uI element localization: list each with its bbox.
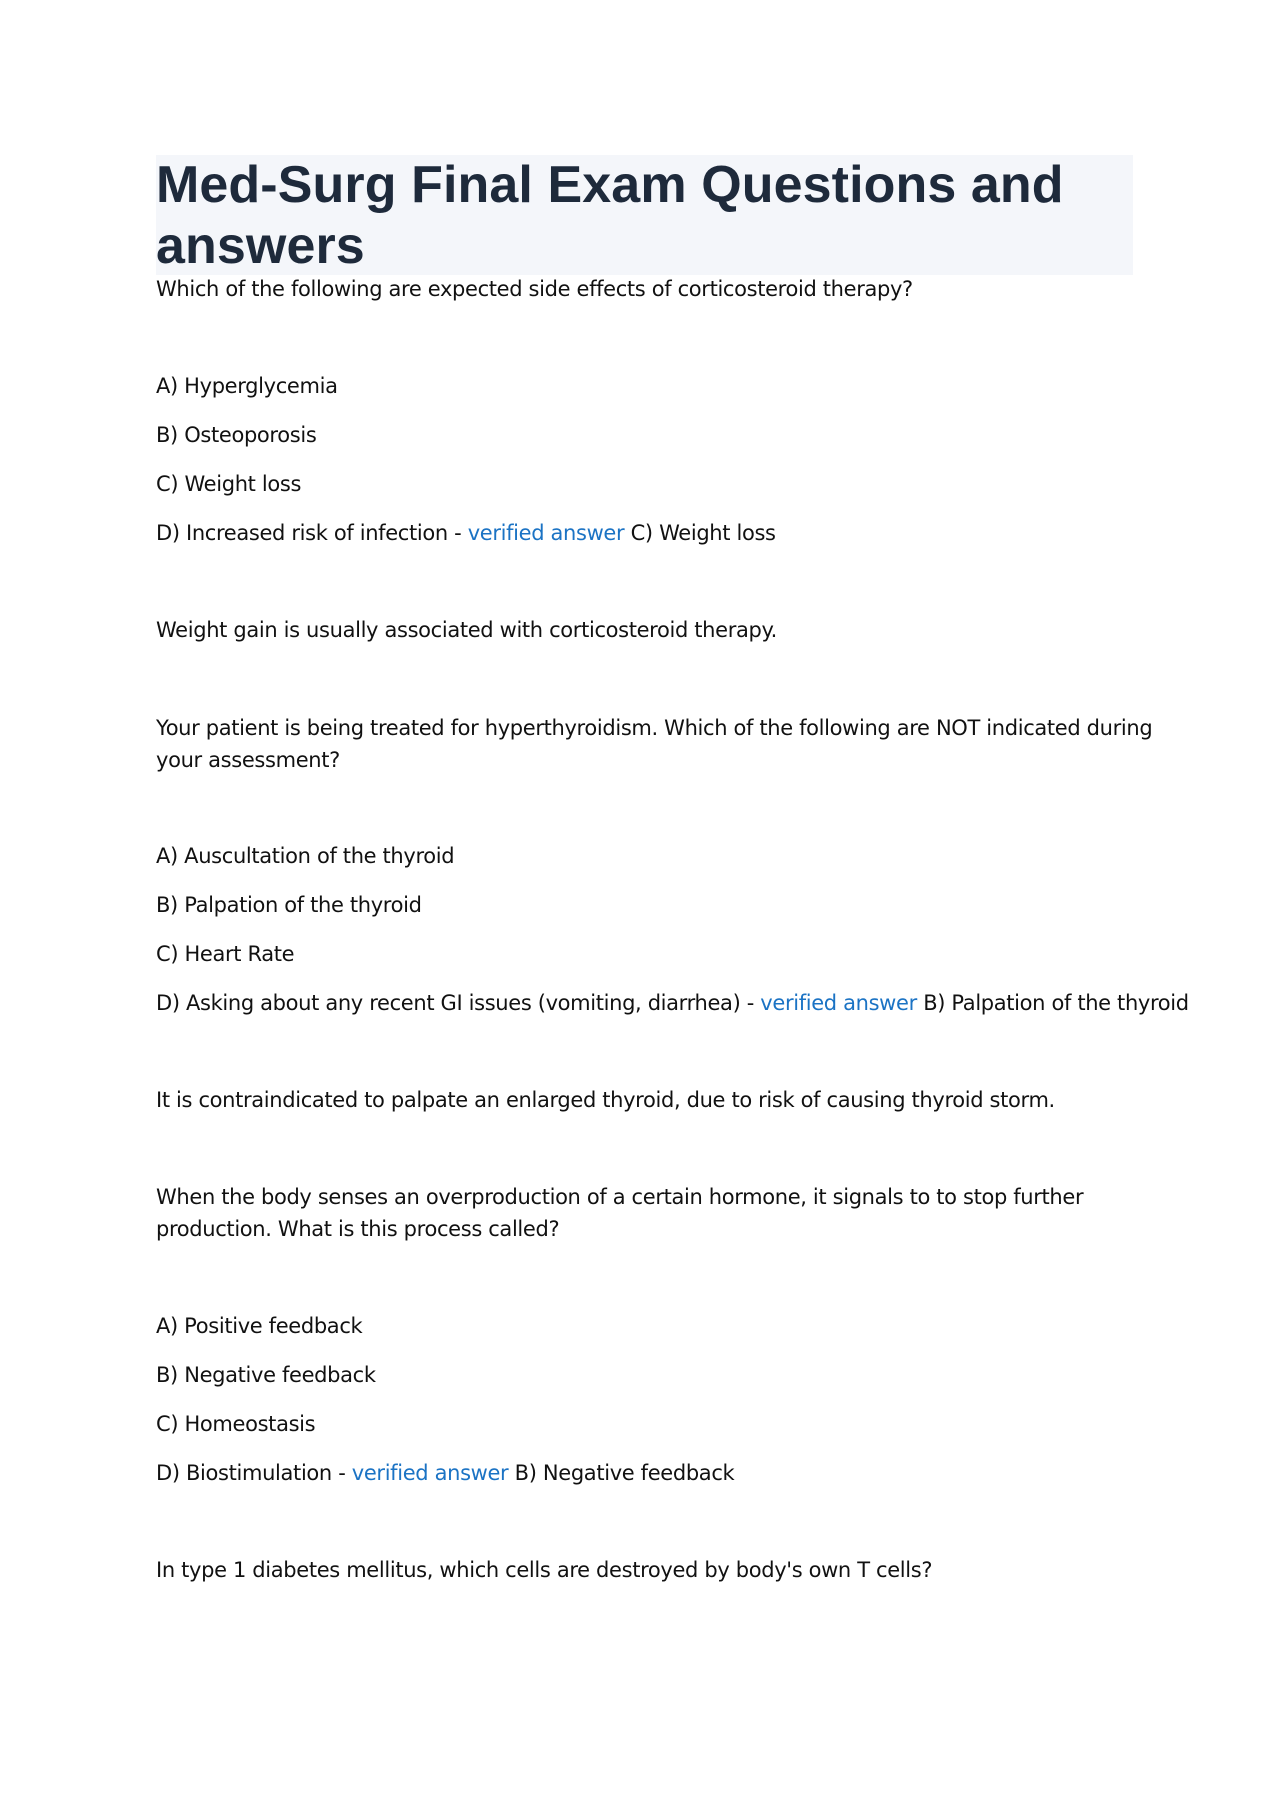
question-1-prompt: Which of the following are expected side effects of corticosteroid therapy?	[156, 277, 913, 301]
question-1-option-d-line	[156, 517, 1156, 549]
question-1-option-a: A) Hyperglycemia	[156, 374, 338, 398]
question-3-option-a: A) Positive feedback	[156, 1314, 363, 1338]
document-title: Med-Surg Final Exam Questions and answers	[156, 156, 1064, 275]
question-1-option-d: D) Increased risk of infection -	[156, 521, 462, 545]
question-2-answer: B) Palpation of the thyroid	[923, 991, 1189, 1015]
question-3-answer: B) Negative feedback	[514, 1461, 735, 1485]
question-1-option-b: B) Osteoporosis	[156, 423, 317, 447]
question-2-option-a: A) Auscultation of the thyroid	[156, 844, 455, 868]
question-2-option-d-line	[156, 987, 1189, 1019]
question-1-answer: C) Weight loss	[630, 521, 776, 545]
question-3-option-b: B) Negative feedback	[156, 1363, 376, 1387]
question-1-option-c: C) Weight loss	[156, 472, 302, 496]
question-1-verified-answer-link[interactable]: verified answer	[467, 521, 625, 545]
question-3-option-d-line	[156, 1457, 1156, 1489]
question-2-prompt-line-1: Your patient is being treated for hyperthyroidism. Which of the following are NOT indicated during	[156, 716, 1153, 740]
question-1-rationale: Weight gain is usually associated with corticosteroid therapy.	[156, 618, 777, 642]
question-2-option-b: B) Palpation of the thyroid	[156, 893, 422, 917]
question-2-option-c: C) Heart Rate	[156, 942, 295, 966]
question-3-prompt-line-1: When the body senses an overproduction of a certain hormone, it signals to to stop further	[156, 1185, 1084, 1209]
question-3-option-d: D) Biostimulation -	[156, 1461, 346, 1485]
question-3-option-c: C) Homeostasis	[156, 1412, 316, 1436]
question-2-verified-answer-link[interactable]: verified answer	[760, 991, 917, 1015]
question-3-prompt-line-2: production. What is this process called?	[156, 1217, 560, 1241]
question-3-verified-answer-link[interactable]: verified answer	[351, 1461, 509, 1485]
question-2-option-d: D) Asking about any recent GI issues (vomiting, diarrhea) -	[156, 991, 754, 1015]
question-2-rationale: It is contraindicated to palpate an enlarged thyroid, due to risk of causing thyroid storm.	[156, 1088, 1055, 1112]
question-4-prompt: In type 1 diabetes mellitus, which cells are destroyed by body's own T cells?	[156, 1558, 933, 1582]
question-2-prompt-line-2: your assessment?	[156, 748, 340, 772]
